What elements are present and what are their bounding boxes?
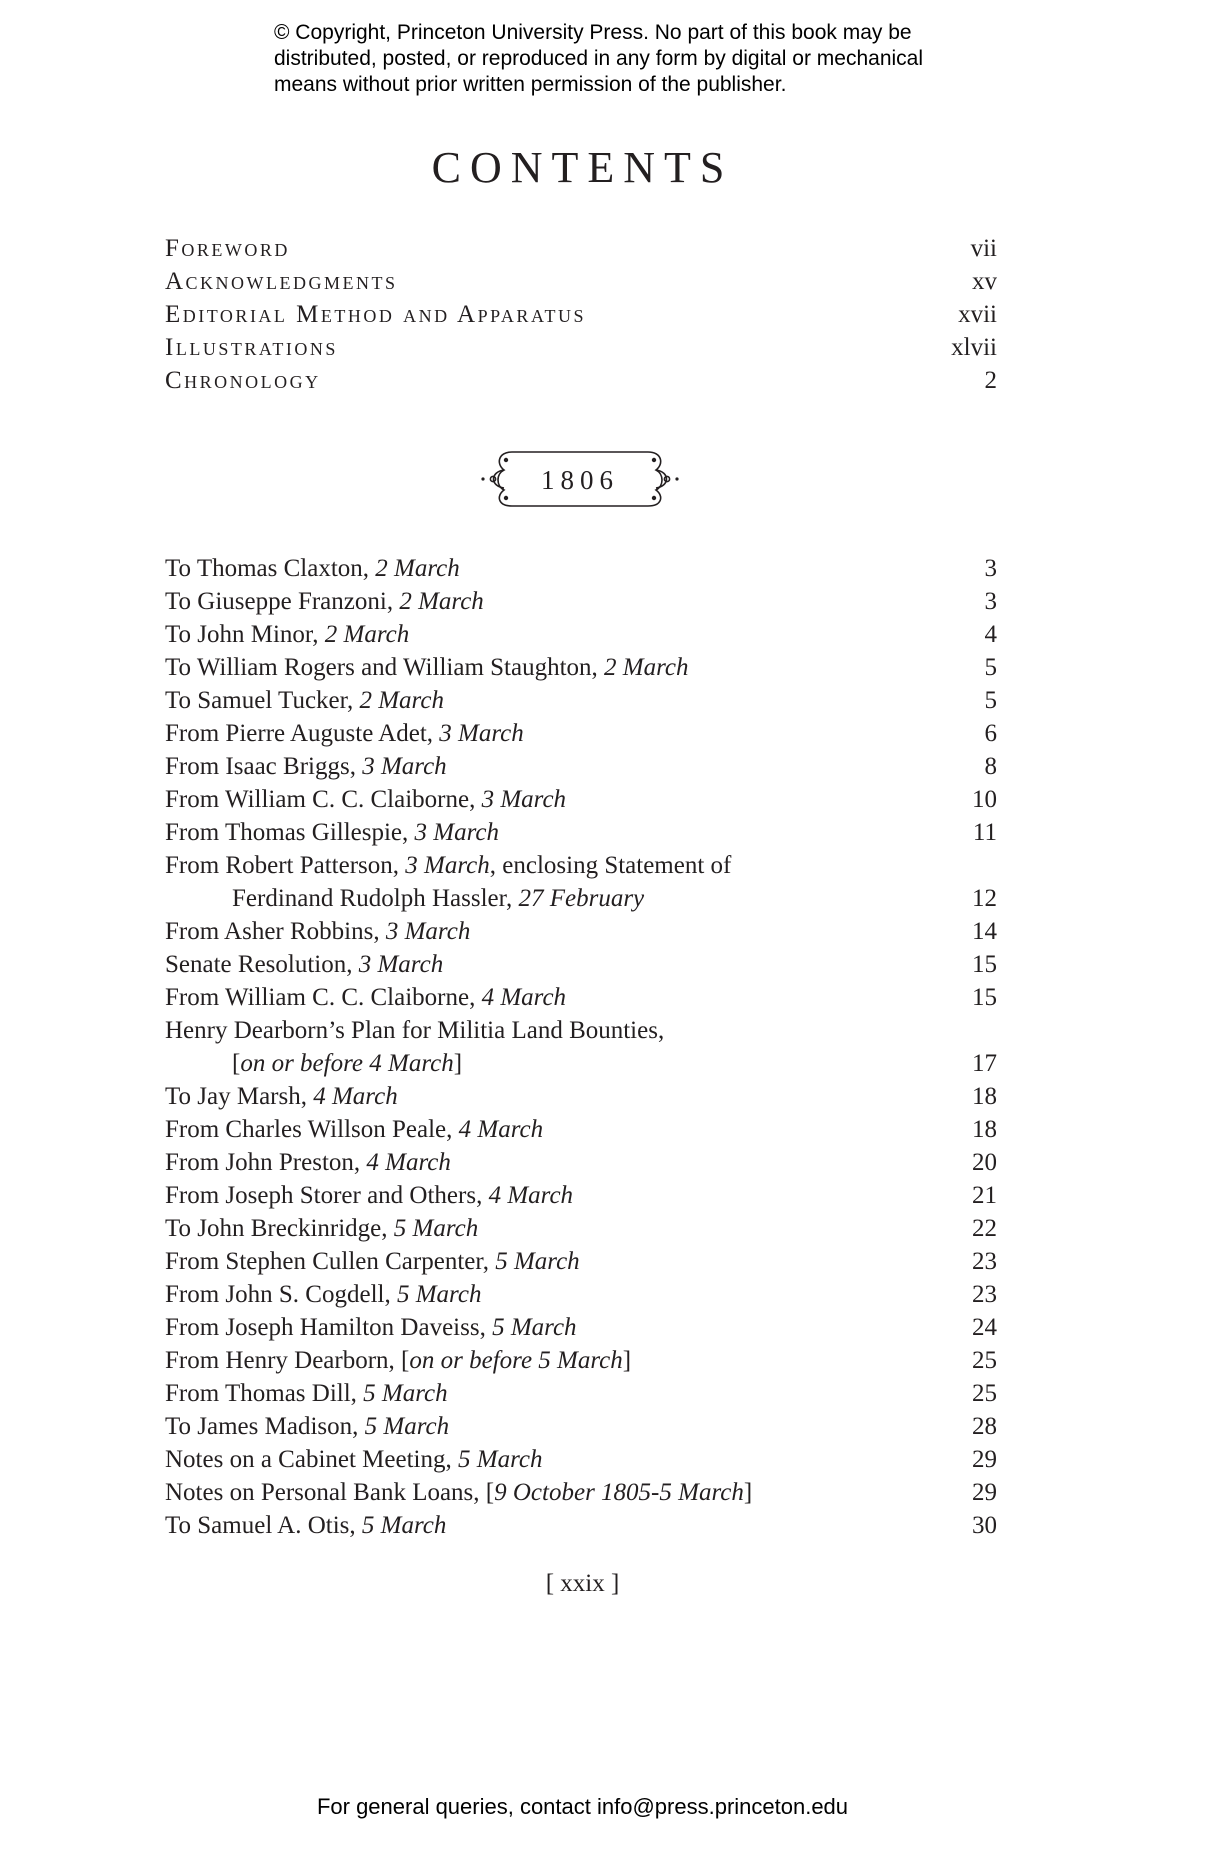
entry-text: From Joseph Storer and Others,: [165, 1182, 489, 1209]
copyright-line: distributed, posted, or reproduced in any form by digital or mechanical: [274, 47, 924, 70]
contents-entry[interactable]: [165, 915, 997, 948]
entry-text: From Stephen Cullen Carpenter,: [165, 1248, 496, 1275]
page-number: 14: [972, 918, 997, 945]
contents-entry[interactable]: [165, 849, 997, 882]
entry-date: 2 March: [324, 621, 410, 648]
front-matter-item[interactable]: [165, 232, 997, 265]
page-number: 28: [972, 1413, 997, 1440]
contents-entry[interactable]: [165, 1146, 997, 1179]
contents-entry[interactable]: [165, 1278, 997, 1311]
contents-entry[interactable]: [165, 1311, 997, 1344]
entry-date: 3 March: [358, 951, 444, 978]
entry-title: [165, 687, 444, 714]
page-number: 15: [972, 951, 997, 978]
page-number: xvii: [958, 301, 997, 328]
entry-title: [165, 1083, 398, 1110]
entry-text: To Samuel A. Otis,: [165, 1512, 362, 1539]
entry-date: 2 March: [604, 654, 689, 681]
entry-text: Notes on a Cabinet Meeting,: [165, 1446, 458, 1473]
contents-entry[interactable]: [165, 783, 997, 816]
entry-title: [165, 1479, 752, 1506]
entry-date: 4 March: [488, 1182, 574, 1209]
entry-title: [165, 1347, 631, 1374]
entry-date: on or before 5 March: [409, 1347, 623, 1374]
page-number: 15: [972, 984, 997, 1011]
front-matter-item[interactable]: [165, 331, 997, 364]
contents-entry[interactable]: [165, 1410, 997, 1443]
entry-date: 27 February: [518, 885, 645, 912]
entry-title: [165, 654, 689, 681]
entry-text: Notes on Personal Bank Loans, [: [165, 1479, 495, 1506]
page-number: 25: [972, 1347, 997, 1374]
page-number: 3: [984, 555, 997, 582]
entry-title: [165, 951, 443, 978]
entry-title: [165, 918, 470, 945]
entry-title: [165, 1215, 478, 1242]
entry-text: From William C. C. Claiborne,: [165, 786, 482, 813]
contents-entry[interactable]: [165, 1245, 997, 1278]
section-year: 1806: [541, 465, 619, 495]
entry-text-suffix: ]: [743, 1479, 753, 1506]
page-number: 12: [972, 885, 997, 912]
entry-text: From Isaac Briggs,: [165, 753, 363, 780]
page-number: 11: [972, 819, 997, 846]
contents-entry-continuation: [165, 882, 997, 915]
front-matter-label: Foreword: [165, 235, 290, 262]
entry-date: 5 March: [495, 1248, 580, 1275]
entry-text: From Asher Robbins,: [165, 918, 386, 945]
page-number: 2: [984, 367, 997, 394]
entry-date: 5 March: [361, 1512, 447, 1539]
page-number: 23: [972, 1248, 997, 1275]
entry-text: To James Madison,: [165, 1413, 365, 1440]
front-matter-item[interactable]: [165, 265, 997, 298]
contents-entry[interactable]: [165, 552, 997, 585]
entry-title: [165, 852, 731, 879]
page-number: 30: [972, 1512, 997, 1539]
front-matter-label: Editorial Method and Apparatus: [165, 301, 586, 328]
entry-date: 5 March: [393, 1215, 479, 1242]
entry-text-suffix: , enclosing Statement of: [489, 852, 732, 879]
contents-entry[interactable]: [165, 1212, 997, 1245]
entry-date: 4 March: [458, 1116, 544, 1143]
page-number: 8: [984, 753, 997, 780]
copyright-line: means without prior written permission of the publisher.: [274, 73, 787, 96]
entry-text: From John S. Cogdell,: [165, 1281, 397, 1308]
contents-entry[interactable]: [165, 651, 997, 684]
footer-contact: For general queries, contact info@press.princeton.edu: [316, 1794, 849, 1819]
entry-date: 4 March: [366, 1149, 451, 1176]
page-number: vii: [970, 235, 997, 262]
entry-text: From Pierre Auguste Adet,: [165, 720, 440, 747]
entry-title: [165, 753, 447, 780]
entry-date: 4 March: [481, 984, 567, 1011]
entry-date: 4 March: [313, 1083, 398, 1110]
contents-entries: [165, 552, 997, 1542]
copyright-notice: [274, 20, 994, 98]
contents-entry[interactable]: [165, 750, 997, 783]
entry-title: [165, 1512, 446, 1539]
contents-entry[interactable]: [165, 981, 997, 1014]
page-number: xv: [972, 268, 997, 295]
entry-text: Henry Dearborn’s Plan for Militia Land Bounties,: [165, 1017, 665, 1044]
front-matter-label: Acknowledgments: [165, 268, 398, 295]
entry-date: on or before 4 March: [240, 1050, 454, 1077]
entry-text: To Samuel Tucker,: [165, 687, 360, 714]
entry-title: [165, 786, 566, 813]
page-number: 4: [984, 621, 997, 648]
contents-entry-continuation: [165, 1047, 997, 1080]
entry-text: To Jay Marsh,: [165, 1083, 314, 1110]
entry-title: [165, 984, 566, 1011]
contents-entry[interactable]: [165, 1080, 997, 1113]
entry-date: 3 March: [385, 918, 471, 945]
entry-date: 5 March: [458, 1446, 543, 1473]
page-number: 20: [972, 1149, 997, 1176]
entry-text: [: [232, 1050, 241, 1077]
entry-date: 5 March: [363, 1380, 448, 1407]
entry-text: To John Minor,: [165, 621, 325, 648]
contents-entry[interactable]: [165, 1476, 997, 1509]
entry-date: 3 March: [362, 753, 447, 780]
page-number: 18: [972, 1083, 997, 1110]
contents-entry[interactable]: [165, 948, 997, 981]
entry-title: [165, 1116, 543, 1143]
page-number: 10: [972, 786, 997, 813]
entry-text: From Henry Dearborn, [: [165, 1347, 410, 1374]
entry-date: 3 March: [481, 786, 567, 813]
contents-entry[interactable]: [165, 717, 997, 750]
entry-title: [165, 720, 524, 747]
page-number: 18: [972, 1116, 997, 1143]
entry-date: 3 March: [405, 852, 490, 879]
entry-text-suffix: ]: [622, 1347, 632, 1374]
entry-title: [165, 621, 409, 648]
contents-entry[interactable]: [165, 585, 997, 618]
contents-entry[interactable]: [165, 1377, 997, 1410]
entry-title: [232, 885, 644, 912]
contents-entry[interactable]: [165, 1179, 997, 1212]
page-number: 3: [984, 588, 997, 615]
contents-entry[interactable]: [165, 1113, 997, 1146]
entry-date: 5 March: [396, 1281, 482, 1308]
entry-title: [165, 1413, 449, 1440]
entry-title: [165, 1446, 542, 1473]
page-number: 29: [972, 1479, 997, 1506]
entry-text: From Robert Patterson,: [165, 852, 406, 879]
page-number: 29: [972, 1446, 997, 1473]
entry-text: To Thomas Claxton,: [165, 555, 376, 582]
entry-date: 3 March: [439, 720, 524, 747]
entry-title: [165, 819, 499, 846]
contents-entry[interactable]: [165, 1443, 997, 1476]
entry-text: From Charles Willson Peale,: [165, 1116, 459, 1143]
page-number: 25: [972, 1380, 997, 1407]
entry-text: Senate Resolution,: [165, 951, 359, 978]
page-number: 6: [984, 720, 997, 747]
entry-text: From Joseph Hamilton Daveiss,: [165, 1314, 493, 1341]
contents-entry[interactable]: [165, 618, 997, 651]
entry-text: From John Preston,: [165, 1149, 367, 1176]
entry-date: 5 March: [492, 1314, 577, 1341]
entry-text: To John Breckinridge,: [165, 1215, 394, 1242]
entry-title: [232, 1050, 462, 1077]
entry-date: 2 March: [359, 687, 444, 714]
front-matter-label: Chronology: [165, 367, 321, 394]
entry-date: 2 March: [399, 588, 484, 615]
page-number: 5: [984, 654, 997, 681]
entry-text-suffix: ]: [453, 1050, 463, 1077]
contents-entry[interactable]: [165, 684, 997, 717]
entry-date: 2 March: [375, 555, 460, 582]
contents-entry[interactable]: [165, 1509, 997, 1542]
entry-date: 5 March: [364, 1413, 450, 1440]
entry-title: [165, 1281, 481, 1308]
entry-title: [165, 1248, 580, 1275]
page-number: 21: [972, 1182, 997, 1209]
entry-text: From Thomas Dill,: [165, 1380, 364, 1407]
page-number: 22: [972, 1215, 997, 1242]
year-ornament: [470, 440, 690, 520]
entry-title: [165, 555, 460, 582]
page-number: 17: [972, 1050, 997, 1077]
entry-date: 9 October 1805-5 March: [494, 1479, 744, 1506]
entry-title: [165, 1149, 451, 1176]
copyright-line: © Copyright, Princeton University Press. No part of this book may be: [274, 21, 912, 44]
entry-title: [165, 1182, 573, 1209]
page-title: CONTENTS: [431, 143, 734, 192]
page-number: 24: [972, 1314, 997, 1341]
entry-title: [165, 1017, 664, 1044]
entry-title: [165, 1314, 577, 1341]
contents-entry[interactable]: [165, 1344, 997, 1377]
page-number: 5: [984, 687, 997, 714]
front-matter-label: Illustrations: [165, 334, 338, 361]
page-number: 23: [972, 1281, 997, 1308]
contents-entry[interactable]: [165, 816, 997, 849]
entry-text: Ferdinand Rudolph Hassler,: [232, 885, 519, 912]
front-matter-list: [165, 232, 997, 397]
page-number: xlvii: [951, 334, 997, 361]
entry-text: From William C. C. Claiborne,: [165, 984, 482, 1011]
entry-text: To Giuseppe Franzoni,: [165, 588, 400, 615]
front-matter-item[interactable]: [165, 364, 997, 397]
entry-date: 3 March: [414, 819, 500, 846]
entry-title: [165, 1380, 448, 1407]
entry-title: [165, 588, 484, 615]
entry-text: To William Rogers and William Staughton,: [165, 654, 605, 681]
contents-entry[interactable]: [165, 1014, 997, 1047]
folio-page-number: [ xxix ]: [545, 1570, 620, 1597]
front-matter-item[interactable]: [165, 298, 997, 331]
entry-text: From Thomas Gillespie,: [165, 819, 415, 846]
